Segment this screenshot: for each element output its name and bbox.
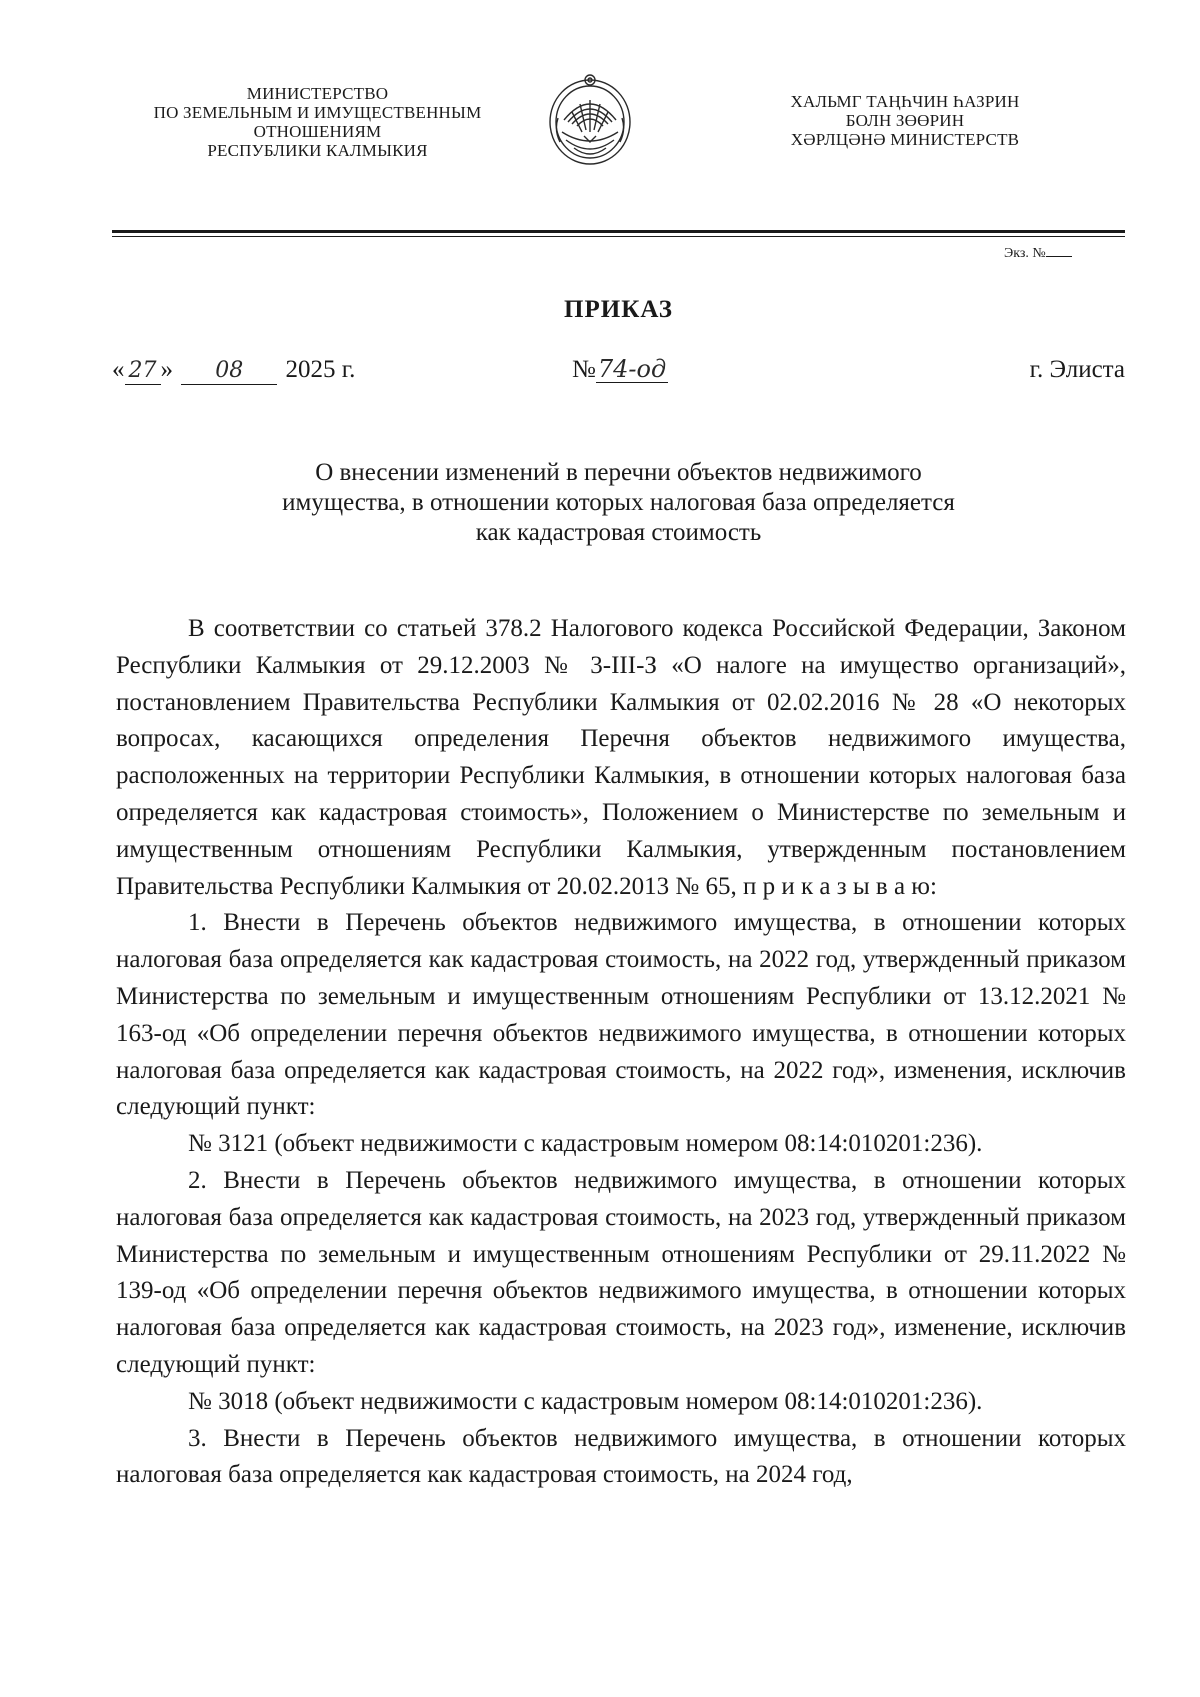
handwritten-month: 08 xyxy=(181,358,277,385)
handwritten-order-number: 74-од xyxy=(597,355,667,383)
date-open-quote: « xyxy=(112,356,125,383)
subject-line: О внесении изменений в перечни объектов недвижимого xyxy=(315,459,922,486)
subject-line: имущества, в отношении которых налоговая база определяется xyxy=(282,489,955,516)
order-body xyxy=(116,611,1126,1494)
handwritten-day: 27 xyxy=(125,358,161,385)
date-number-line xyxy=(112,356,1125,392)
excluded-entry: № 3121 (объект недвижимости с кадастровым номером 08:14:010201:236). xyxy=(188,1130,983,1158)
order-year: 2025 г. xyxy=(285,356,356,383)
copy-number-blank xyxy=(1046,244,1072,257)
ministry-name-line: МИНИСТЕРСТВО xyxy=(246,84,389,103)
copy-number xyxy=(1004,244,1072,262)
excluded-entry: № 3018 (объект недвижимости с кадастровым номером 08:14:010201:236). xyxy=(188,1387,983,1415)
order-number-label: № xyxy=(572,356,596,383)
kalmykia-emblem-icon xyxy=(544,70,636,168)
ministry-name-line: БОЛН ЗӨӨРИН xyxy=(845,111,965,130)
item-paragraph: 3. Внести в Перечень объектов недвижимого имущества, в отношении которых налоговая база определяется как кадастровая стоимость, на 2024 год, xyxy=(116,1424,1126,1489)
order-date xyxy=(112,356,355,385)
header-divider-thick xyxy=(112,230,1125,233)
preamble-paragraph: В соответствии со статьей 378.2 Налогового кодекса Российской Федерации, Законом Республики Калмыкия от 29.12.2003 № 3-III-З «О налоге на имущество организаций», постановлением Правительства Республики Калмыкия от 02.02.2016 № 28 «О некоторых вопросах, касающихся определения Перечня объектов недвижимого имущества, расположенных на территории Республики Калмыкия, в отношении которых налоговая база определяется как кадастровая стоимость», Положением о Министерстве по земельным и имущественным отношениям Республики Калмыкия, утвержденным постановлением Правительства Республики Калмыкия от 20.02.2013 № 65, п р и к а з ы в а ю: xyxy=(116,615,1126,900)
ministry-name-line: ХАЛЬМГ ТАҢҺЧИН ҺАЗРИН xyxy=(790,92,1020,111)
copy-number-label: Экз. № xyxy=(1004,246,1046,261)
order-city: г. Элиста xyxy=(1029,356,1125,383)
ministry-name-line: РЕСПУБЛИКИ КАЛМЫКИЯ xyxy=(207,141,428,160)
ministry-name-line: ПО ЗЕМЕЛЬНЫМ И ИМУЩЕСТВЕННЫМ xyxy=(153,103,482,122)
item-paragraph: 1. Внести в Перечень объектов недвижимого имущества, в отношении которых налоговая база определяется как кадастровая стоимость, на 2022 год, утвержденный приказом Министерства по земельным и имущественным отношениям Республики от 13.12.2021 № 163-од «Об определении перечня объектов недвижимого имущества, в отношении которых налоговая база определяется как кадастровая стоимость, на 2022 год», изменения, исключив следующий пункт: xyxy=(116,909,1126,1121)
header-divider-thin xyxy=(112,236,1125,237)
ministry-name-line: ХӘРЛЦӘНӘ МИНИСТЕРСТВ xyxy=(790,130,1020,149)
item-paragraph: 2. Внести в Перечень объектов недвижимого имущества, в отношении которых налоговая база определяется как кадастровая стоимость, на 2023 год, утвержденный приказом Министерства по земельным и имущественным отношениям Республики от 29.11.2022 № 139-од «Об определении перечня объектов недвижимого имущества, в отношении которых налоговая база определяется как кадастровая стоимость, на 2023 год», изменение, исключив следующий пункт: xyxy=(116,1166,1126,1378)
ministry-name-russian xyxy=(120,84,515,160)
subject-line: как кадастровая стоимость xyxy=(475,519,762,546)
document-title: ПРИКАЗ xyxy=(564,296,673,323)
order-subject xyxy=(180,458,1057,548)
ministry-name-kalmyk xyxy=(740,92,1070,149)
order-number xyxy=(572,356,668,384)
ministry-name-line: ОТНОШЕНИЯМ xyxy=(253,122,382,141)
date-close-quote: » xyxy=(160,356,173,383)
